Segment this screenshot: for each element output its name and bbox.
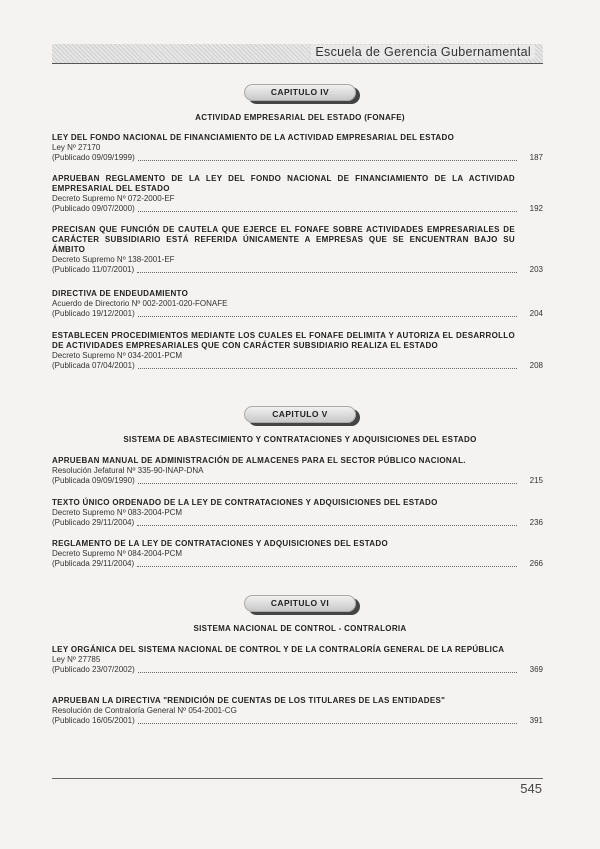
entry-title: REGLAMENTO DE LA LEY DE CONTRATACIONES Y ADQUISICIONES DEL ESTADO: [52, 539, 388, 548]
entry-publication-line: [52, 476, 543, 486]
toc-entry: [52, 331, 543, 371]
entry-publication: (Publicada 07/04/2001): [52, 361, 135, 370]
toc-entry: [52, 133, 543, 163]
toc-entry: [52, 456, 543, 486]
toc-entry: [52, 225, 543, 275]
entry-publication: (Publicado 11/07/2001): [52, 265, 135, 274]
dot-leader: [138, 368, 517, 369]
entry-reference: Ley Nº 27785: [52, 655, 101, 664]
entry-publication-line: [52, 559, 543, 569]
toc-entry: [52, 498, 543, 528]
entry-reference: Acuerdo de Directorio Nº 002-2001-020-FONAFE: [52, 299, 228, 308]
toc-entry: [52, 696, 543, 726]
entry-publication-line: [52, 309, 543, 319]
toc-entry: [52, 645, 543, 675]
entry-reference: Decreto Supremo Nº 072-2000-EF: [52, 194, 175, 203]
entry-reference: Decreto Supremo Nº 084-2004-PCM: [52, 549, 183, 558]
toc-entry: [52, 174, 543, 214]
entry-reference: Ley Nº 27170: [52, 143, 101, 152]
entry-title: LEY DEL FONDO NACIONAL DE FINANCIAMIENTO DE LA ACTIVIDAD EMPRESARIAL DEL ESTADO: [52, 133, 455, 142]
chapter-subtitle: SISTEMA DE ABASTECIMIENTO Y CONTRATACIONES Y ADQUISICIONES DEL ESTADO: [123, 435, 477, 444]
entry-page-number: 187: [529, 153, 543, 162]
entry-reference: Resolución de Contraloría General Nº 054-2001-CG: [52, 706, 237, 715]
entry-publication: (Publicado 29/11/2004): [52, 518, 135, 527]
entry-page-number: 208: [529, 361, 543, 370]
entry-title: APRUEBAN REGLAMENTO DE LA LEY DEL FONDO NACIONAL DE FINANCIAMIENTO DE LA ACTIVIDAD EMPRESARIAL DEL ESTADO: [52, 174, 515, 193]
entry-title: APRUEBAN LA DIRECTIVA "RENDICIÓN DE CUENTAS DE LOS TITULARES DE LAS ENTIDADES": [52, 696, 446, 705]
chapter-subtitle: SISTEMA NACIONAL DE CONTROL - CONTRALORIA: [193, 624, 407, 633]
entry-page-number: 369: [529, 665, 543, 674]
dot-leader: [138, 211, 517, 212]
chapter-label: CAPITULO VI: [244, 595, 356, 612]
entry-page-number: 236: [529, 518, 543, 527]
entry-title: TEXTO ÚNICO ORDENADO DE LA LEY DE CONTRATACIONES Y ADQUISICIONES DEL ESTADO: [52, 498, 438, 507]
entry-publication: (Publicado 09/07/2000): [52, 204, 135, 213]
page-number: 545: [520, 781, 542, 796]
toc-entry: [52, 289, 543, 319]
footer-rule: [52, 778, 543, 779]
entry-title: APRUEBAN MANUAL DE ADMINISTRACIÓN DE ALMACENES PARA EL SECTOR PÚBLICO NACIONAL.: [52, 456, 466, 465]
chapter-heading: [0, 593, 600, 633]
entry-title: ESTABLECEN PROCEDIMIENTOS MEDIANTE LOS CUALES EL FONAFE DELIMITA Y AUTORIZA EL DESARROLLO DE ACTIVIDADES EMPRESARIALES QUE CON CARÁCTER SUBSIDIARIO REALIZA EL ESTADO: [52, 331, 515, 350]
dot-leader: [137, 525, 517, 526]
header-title: Escuela de Gerencia Gubernamental: [311, 45, 535, 59]
entry-page-number: 391: [529, 716, 543, 725]
entry-page-number: 266: [529, 559, 543, 568]
dot-leader: [137, 272, 517, 273]
entry-publication: (Publicado 16/05/2001): [52, 716, 135, 725]
chapter-label: CAPITULO IV: [244, 84, 356, 101]
entry-page-number: 192: [529, 204, 543, 213]
entry-publication-line: [52, 361, 543, 371]
entry-reference: Decreto Supremo Nº 034-2001-PCM: [52, 351, 183, 360]
entry-publication: (Publicado 23/07/2002): [52, 665, 135, 674]
dot-leader: [138, 672, 517, 673]
dot-leader: [138, 483, 517, 484]
entry-title: LEY ORGÁNICA DEL SISTEMA NACIONAL DE CONTROL Y DE LA CONTRALORÍA GENERAL DE LA REPÚBLICA: [52, 645, 505, 654]
chapter-label: CAPITULO V: [244, 406, 356, 423]
entry-title: PRECISAN QUE FUNCIÓN DE CAUTELA QUE EJERCE EL FONAFE SOBRE ACTIVIDADES EMPRESARIALES DE CARÁCTER SUBSIDIARIO ESTÁ REFERIDA ÚNICAMENTE A EMPRESAS QUE SE ENCUENTRAN BAJO SU ÁMBITO: [52, 225, 515, 254]
entry-publication-line: [52, 265, 543, 275]
entry-publication: (Publicado 09/09/1999): [52, 153, 135, 162]
entry-publication-line: [52, 665, 543, 675]
dot-leader: [138, 160, 517, 161]
entry-publication-line: [52, 518, 543, 528]
entry-publication: (Publicado 19/12/2001): [52, 309, 135, 318]
entry-publication-line: [52, 716, 543, 726]
chapter-heading: [0, 82, 600, 122]
entry-title: DIRECTIVA DE ENDEUDAMIENTO: [52, 289, 189, 298]
entry-page-number: 215: [529, 476, 543, 485]
dot-leader: [137, 566, 517, 567]
dot-leader: [138, 316, 517, 317]
entry-publication-line: [52, 204, 543, 214]
entry-reference: Decreto Supremo Nº 083-2004-PCM: [52, 508, 183, 517]
entry-reference: Decreto Supremo Nº 138-2001-EF: [52, 255, 175, 264]
chapter-subtitle: ACTIVIDAD EMPRESARIAL DEL ESTADO (FONAFE): [195, 113, 405, 122]
entry-publication: (Publicada 29/11/2004): [52, 559, 135, 568]
entry-reference: Resolución Jefatural Nº 335-90-INAP-DNA: [52, 466, 204, 475]
toc-entry: [52, 539, 543, 569]
entry-publication: (Publicada 09/09/1990): [52, 476, 135, 485]
dot-leader: [138, 723, 517, 724]
chapter-heading: [0, 404, 600, 444]
header-bar: [52, 44, 543, 64]
entry-page-number: 203: [529, 265, 543, 274]
entry-page-number: 204: [529, 309, 543, 318]
entry-publication-line: [52, 153, 543, 163]
